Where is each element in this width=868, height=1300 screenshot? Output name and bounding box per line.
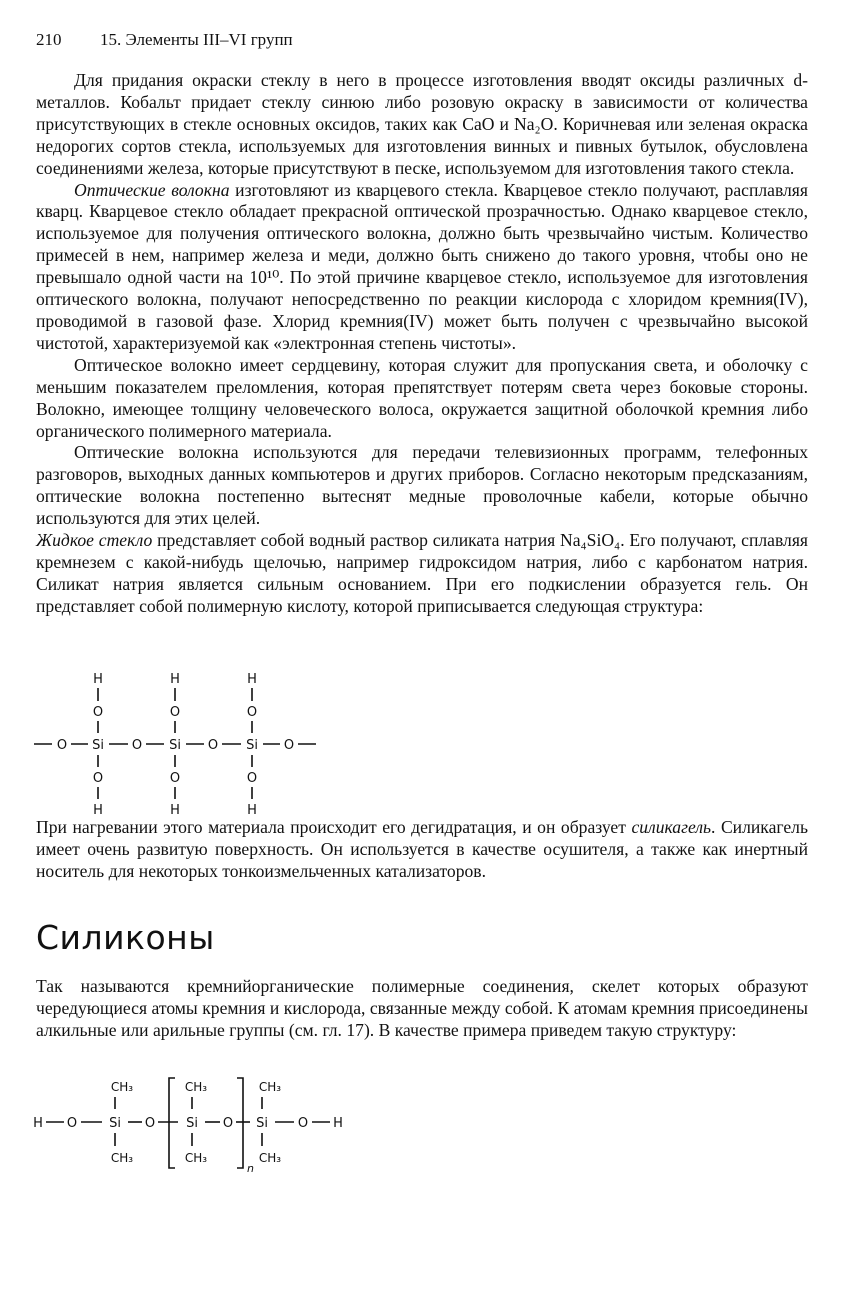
atom-si: Si: [186, 1116, 198, 1131]
atom-h: H: [247, 672, 257, 687]
atom-o: O: [66, 1116, 78, 1131]
ch3-group: CH₃: [110, 1080, 134, 1094]
atom-o: O: [283, 738, 295, 753]
silicone-terminal-right: [256, 1080, 343, 1165]
atom-o: O: [92, 771, 104, 786]
silicone-terminal-left: [33, 1080, 178, 1165]
silicic-acid-structure: [30, 668, 330, 818]
bracket-right: [237, 1078, 243, 1168]
atom-si: Si: [246, 738, 258, 753]
silicic-column-3: [246, 672, 258, 818]
ch3-group: CH₃: [258, 1151, 282, 1165]
paragraph-optical-fibers: Оптические волокна изготовляют из кварцевого стекла. Кварцевое стекло получают, расплавляя кварц. Кварцевое стекло обладает прекрасной оптической прозрачностью. Однако кварцевое стекло, используемое для получения оптического волокна, должно быть чрезвычайно чистым. Количество примесей в нем, например железа и меди, должно быть снижено до такого уровня, чтобы оно не превышало одной части на 10¹⁰. По этой причине кварцевое стекло, используемое для изготовления оптического волокна, получают непосредственно по реакции кислорода с хлоридом кремния(IV), проводимой в газовой фазе. Хлорид кремния(IV) может быть получен с чрезвычайно высокой чистотой, характеризуемой как «электронная степень чистоты».: [36, 179, 808, 353]
term-silicagel: силикагель: [631, 817, 712, 837]
term-liquid-glass: Жидкое стекло: [36, 530, 153, 551]
atom-h: H: [247, 803, 257, 818]
atom-o: O: [222, 1116, 234, 1131]
body-text-silicagel: [36, 817, 808, 883]
atom-h: H: [33, 1116, 43, 1131]
atom-h: H: [93, 672, 103, 687]
bracket-left: [169, 1078, 175, 1168]
atom-si: Si: [256, 1116, 268, 1131]
paragraph-silicagel: При нагревании этого материала происходит его дегидратация, и он образует силикагель. Силикагель имеет очень развитую поверхность. Он используется в качестве осушителя, а также как инертный носитель для некоторых тонкоизмельченных катализаторов.: [36, 817, 808, 881]
atom-h: H: [93, 803, 103, 818]
atom-si: Si: [109, 1116, 121, 1131]
paragraph-glass-color: Для придания окраски стеклу в него в процессе изготовления вводят оксиды различных d-металлов. Кобальт придает стеклу синюю либо розовую окраску в зависимости от количества присутствующих в стекле основных оксидов, таких как CaO и Na₂O. Коричневая или зеленая окраска недорогих сортов стекла, используемых для изготовления винных и пивных бутылок, обусловлена соединениями железа, которые присутствуют в песке, используемом для изготовления такого стекла.: [36, 70, 808, 178]
atom-h: H: [170, 803, 180, 818]
body-text-top: [36, 70, 808, 618]
atom-o: O: [297, 1116, 309, 1131]
ch3-group: CH₃: [184, 1151, 208, 1165]
ch3-group: CH₃: [258, 1080, 282, 1094]
ch3-group: CH₃: [184, 1080, 208, 1094]
atom-o: O: [169, 771, 181, 786]
term-optical-fibers: Оптические волокна: [74, 179, 230, 200]
atom-o: O: [131, 738, 143, 753]
atom-h: H: [170, 672, 180, 687]
paragraph-fiber-structure: Оптическое волокно имеет сердцевину, которая служит для пропускания света, и оболочку с меньшим показателем преломления, которая препятствует потерям света через боковые стороны. Волокно, имеющее толщину человеческого волоса, окружается защитной оболочкой кремния либо органического полимерного материала.: [36, 354, 808, 441]
chapter-title: 15. Элементы III–VI групп: [100, 30, 293, 49]
atom-o: O: [169, 705, 181, 720]
subscript-n: n: [247, 1162, 254, 1174]
silicic-column-2: [169, 672, 181, 818]
body-text-silicones: [36, 976, 808, 1042]
atom-o: O: [246, 705, 258, 720]
section-title: Силиконы: [36, 918, 215, 957]
silicone-repeat-unit: [169, 1078, 254, 1174]
page-number: 210: [36, 30, 62, 49]
ch3-group: CH₃: [110, 1151, 134, 1165]
atom-si: Si: [169, 738, 181, 753]
atom-o: O: [207, 738, 219, 753]
paragraph-silicones: Так называются кремнийорганические полимерные соединения, скелет которых образуют чередующиеся атомы кремния и кислорода, связанные между собой. К атомам кремния присоединены алкильные или арильные группы (см. гл. 17). В качестве примера приведем такую структуру:: [36, 976, 808, 1040]
paragraph-fiber-uses: Оптические волокна используются для передачи телевизионных программ, телефонных разговоров, выходных данных компьютеров и других приборов. Согласно некоторым предсказаниям, оптические волокна постепенно вытеснят медные проволочные кабели, которые обычно используются для этих целей.: [36, 442, 808, 529]
silicic-column-1: [92, 672, 104, 818]
atom-si: Si: [92, 738, 104, 753]
atom-o: O: [92, 705, 104, 720]
atom-o: O: [56, 738, 68, 753]
atom-o: O: [246, 771, 258, 786]
atom-o: O: [144, 1116, 156, 1131]
page-header: [36, 30, 293, 50]
silicone-structure: [30, 1074, 360, 1174]
atom-h: H: [333, 1116, 343, 1131]
paragraph-liquid-glass: Жидкое стекло представляет собой водный раствор силиката натрия Na₄SiO₄. Его получают, сплавляя кремнезем с какой-нибудь щелочью, например гидроксидом натрия, либо с карбонатом натрия. Силикат натрия является сильным основанием. При его подкислении образуется гель. Он представляет собой полимерную кислоту, которой приписывается следующая структура:: [36, 530, 809, 616]
